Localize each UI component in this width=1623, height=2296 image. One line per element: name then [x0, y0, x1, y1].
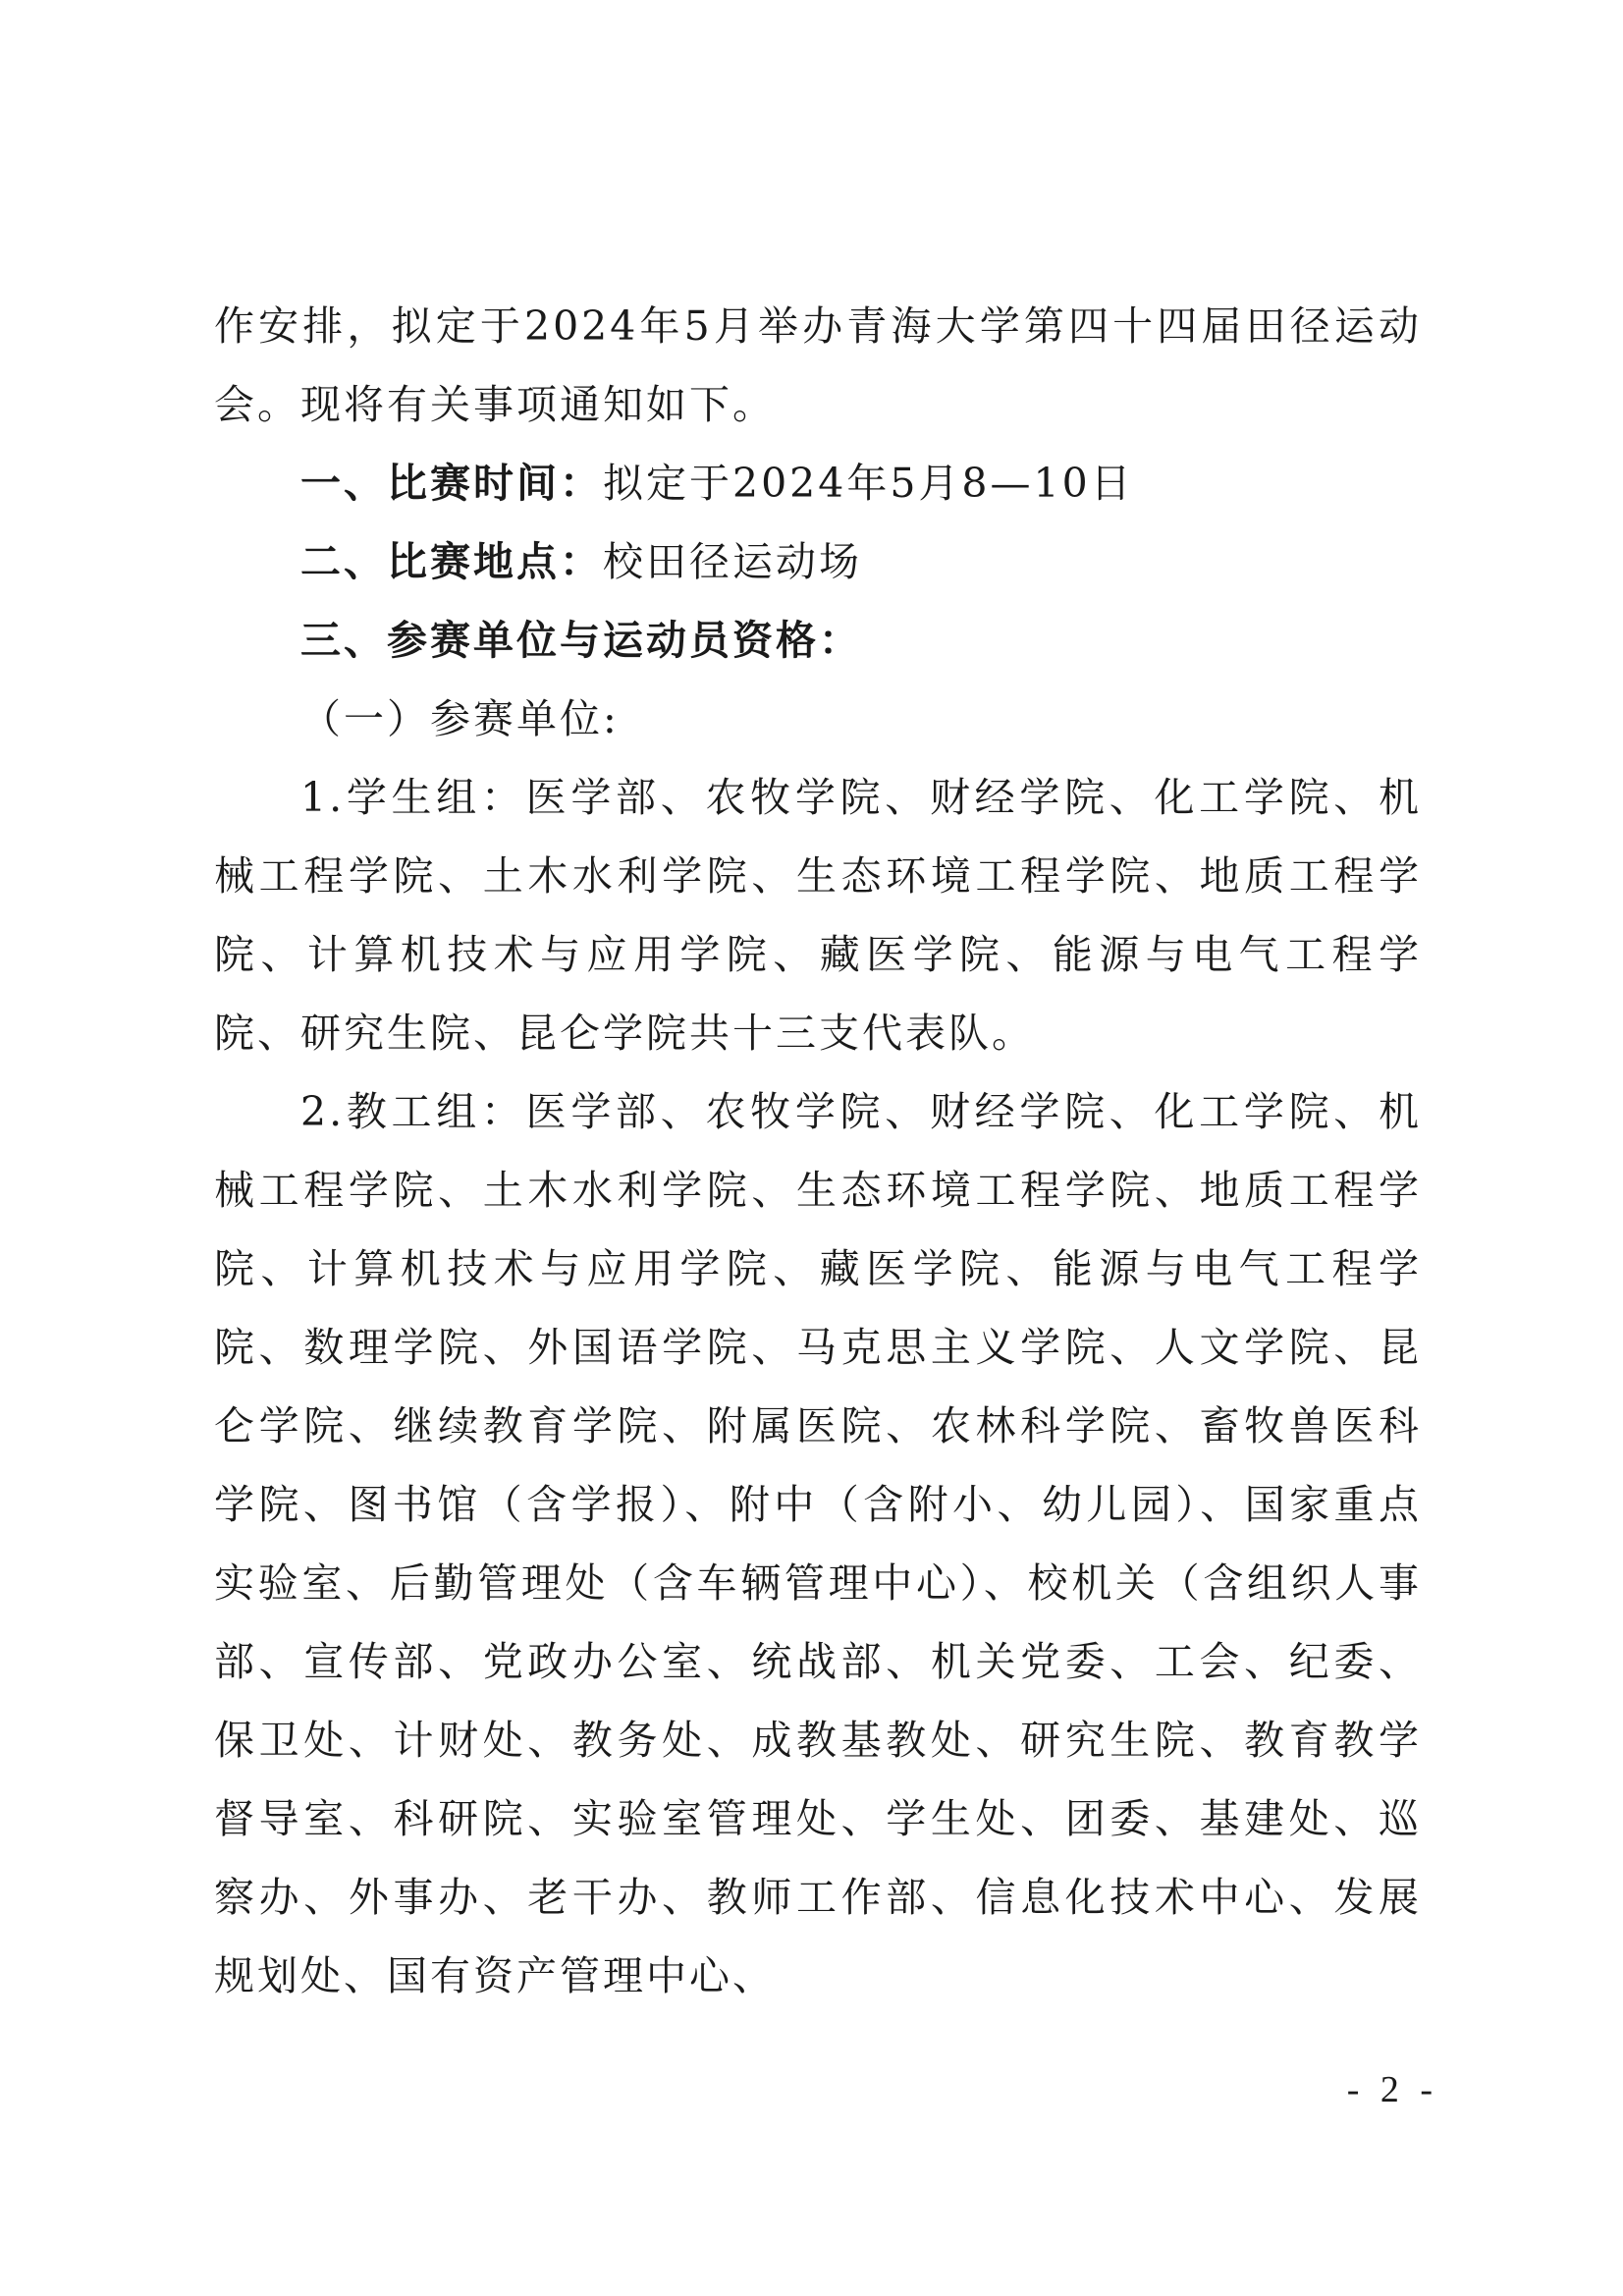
section-time: [214, 444, 1422, 522]
continuation-paragraph: 作安排，拟定于2024年5月举办青海大学第四十四届田径运动会。现将有关事项通知如下。: [214, 302, 1422, 428]
section-venue-heading: 二、比赛地点：: [300, 538, 603, 585]
section-participants-heading: 三、参赛单位与运动员资格：: [300, 617, 862, 664]
body-text: [214, 287, 1422, 2015]
student-group-paragraph: 1.学生组：医学部、农牧学院、财经学院、化工学院、机械工程学院、土木水利学院、生态环境工程学院、地质工程学院、计算机技术与应用学院、藏医学院、能源与电气工程学院、研究生院、昆仑学院共十三支代表队。: [214, 774, 1422, 1057]
page-number: - 2 -: [1346, 2069, 1438, 2110]
section-participants: [214, 601, 1422, 680]
section-venue-value: 校田径运动场: [603, 538, 862, 585]
subsection-units: （一）参赛单位:: [300, 695, 620, 742]
section-time-value: 拟定于2024年5月8—10日: [603, 460, 1134, 507]
section-venue: [214, 522, 1422, 601]
section-time-heading: 一、比赛时间：: [300, 460, 603, 507]
staff-group-paragraph: 2.教工组：医学部、农牧学院、财经学院、化工学院、机械工程学院、土木水利学院、生态环境工程学院、地质工程学院、计算机技术与应用学院、藏医学院、能源与电气工程学院、数理学院、外国语学院、马克思主义学院、人文学院、昆仑学院、继续教育学院、附属医院、农林科学院、畜牧兽医科学院、图书馆（含学报）、附中（含附小、幼儿园）、国家重点实验室、后勤管理处（含车辆管理中心）、校机关（含组织人事部、宣传部、党政办公室、统战部、机关党委、工会、纪委、保卫处、计财处、教务处、成教基教处、研究生院、教育教学督导室、科研院、实验室管理处、学生处、团委、基建处、巡察办、外事办、老干办、教师工作部、信息化技术中心、发展规划处、国有资产管理中心、: [214, 1088, 1422, 1999]
